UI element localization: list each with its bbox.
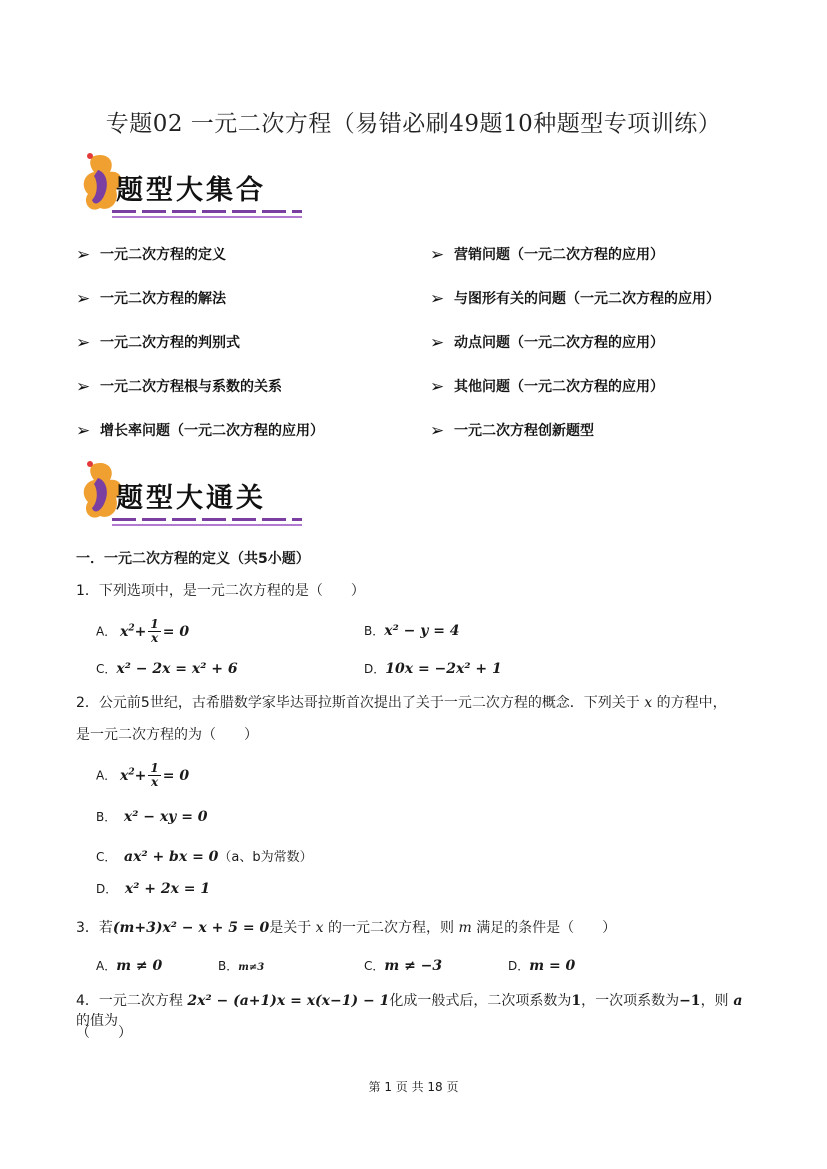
arrow-bullet-icon: ➢ [76,245,91,265]
question-4-stem-line2: （ ） [76,1025,132,1041]
section-banner-collection [76,150,316,222]
question-1-stem: 1．下列选项中，是一元二次方程的是（ ） [76,583,365,599]
page-footer: 第 1 页 共 18 页 [368,1080,459,1094]
arrow-bullet-icon: ➢ [430,333,445,353]
q1-option-b: B．x² − y = 4 [364,623,460,639]
question-4-stem: 4．一元二次方程 2x² − (a+1)x = x(x−1) − 1化成一般式后，二次项系数为1，一次项系数为−1，则 a 的值为 [76,993,743,1029]
banner-text: 题型大通关 [116,483,266,514]
question-2-stem: 2．公元前5世纪，古希腊数学家毕达哥拉斯首次提出了关于一元二次方程的概念．下列关于 x 的方程中， [76,695,727,711]
page-title: 专题02 一元二次方程（易错必刷49题10种题型专项训练） [105,111,722,137]
topic-item: ➢ 营销问题（一元二次方程的应用） [430,245,664,265]
math-expression: $x^2+$ $\frac{1}{x}$ = 0 [120,617,190,645]
section-banner-practice [76,458,316,530]
topic-item: ➢ 一元二次方程根与系数的关系 [76,377,282,397]
arrow-bullet-icon: ➢ [430,289,445,309]
arrow-bullet-icon: ➢ [430,421,445,441]
q3-option-a: A．m ≠ 0 [96,958,163,974]
topic-item: ➢ 一元二次方程的判别式 [76,333,240,353]
q2-option-a: A． $x^2+$ $\frac{1}{x}$ = 0 [96,761,190,789]
math-expression: $x^2+$ $\frac{1}{x}$ = 0 [120,761,190,789]
q1-option-a: A． $x^2+$ $\frac{1}{x}$ = 0 [96,617,190,645]
q1-option-c: C．x² − 2x = x² + 6 [96,661,238,677]
arrow-bullet-icon: ➢ [76,421,91,441]
topic-item: ➢ 动点问题（一元二次方程的应用） [430,333,664,353]
q3-option-d: D．m = 0 [508,958,576,974]
question-3-stem: 3．若(m+3)x² − x + 5 = 0是关于 x 的一元二次方程，则 m 满足的条件是（ ） [76,920,617,936]
q2-option-c: C． ax² + bx = 0（a、b为常数） [96,849,313,865]
q2-option-d: D． x² + 2x = 1 [96,881,211,897]
topic-item: ➢ 一元二次方程创新题型 [430,421,594,441]
banner-text: 题型大集合 [116,175,266,206]
topic-item: ➢ 其他问题（一元二次方程的应用） [430,377,664,397]
arrow-bullet-icon: ➢ [430,245,445,265]
arrow-bullet-icon: ➢ [430,377,445,397]
q2-option-b: B． x² − xy = 0 [96,809,208,825]
arrow-bullet-icon: ➢ [76,377,91,397]
topic-item: ➢ 一元二次方程的定义 [76,245,226,265]
q1-option-d: D．10x = −2x² + 1 [364,661,502,677]
arrow-bullet-icon: ➢ [76,333,91,353]
topic-item: ➢ 增长率问题（一元二次方程的应用） [76,421,324,441]
q3-option-b: B．m≠3 [218,959,265,973]
arrow-bullet-icon: ➢ [76,289,91,309]
question-2-stem-line2: 是一元二次方程的为（ ） [76,727,258,743]
q3-option-c: C．m ≠ −3 [364,958,443,974]
topic-item: ➢ 一元二次方程的解法 [76,289,226,309]
topic-item: ➢ 与图形有关的问题（一元二次方程的应用） [430,289,720,309]
section-heading: 一．一元二次方程的定义（共5小题） [76,551,310,567]
